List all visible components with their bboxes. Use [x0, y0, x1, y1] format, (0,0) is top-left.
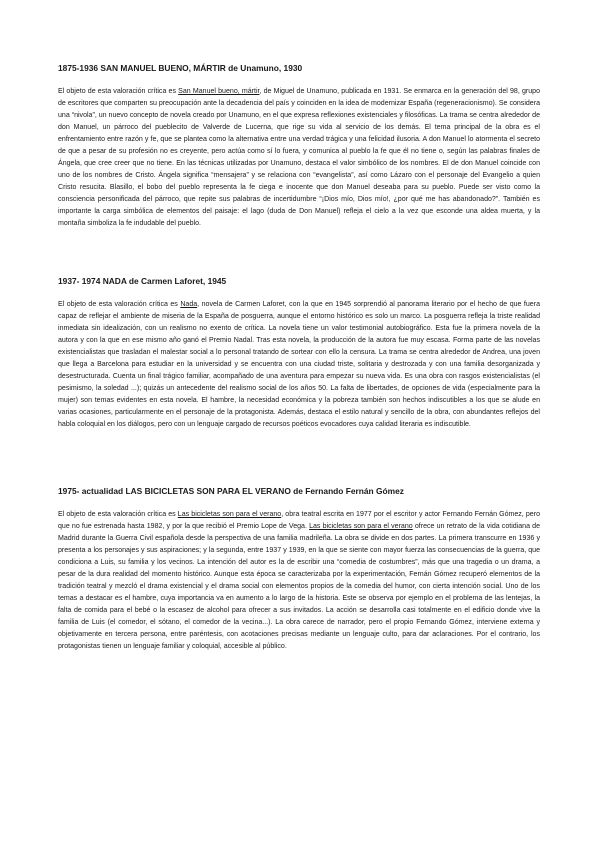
- section-paragraph: [58, 299, 540, 431]
- section-unamuno: [58, 63, 540, 230]
- paragraph-text: , de Miguel de Unamuno, publicada en 1931. Se enmarca en la generación del 98, grupo de escritores que comparten su preocupación ante la decadencia del país y coinciden en la idea de modernizar España (regeneracionismo). Se considera una “nivola”, un nuevo concepto de novela creado por Unamuno, en el que expresa reflexiones existenciales y filosóficas. La trama se centra alrededor de don Manuel, un párroco del pueblecito de Valverde de Lucerna, que rige su vida al servicio de los demás. El tema principal de la obra es el enfrentamiento entre razón y fe, que se plantea como la alternativa entre una verdad trágica y una felicidad ilusoria. A don Manuel lo atormenta el secreto de que a pesar de su profesión no es creyente, pero actúa como sí lo fuera, y comunica al pueblo la fe que él no tiene o, según las palabras finales de Ángela, que cree creer que no tiene. En las técnicas utilizadas por Unamuno, destaca el valor simbólico de los nombres. El de don Manuel coincide con uno de los nombres de Cristo. Ángela significa “mensajera” y se relaciona con “evangelista”, así como Lázaro con el personaje del Evangelio a quien Cristo resucita. Blasillo, el bobo del pueblo representa la fe ciega e inocente que don Manuel deseaba para su pueblo. Puede ser visto como la consciencia personificada del párroco, que repite sus palabras de incertidumbre “¡Dios mío, Dios mío!, ¿por qué me has abandonado?”. También es importante la carga simbólica de elementos del paisaje: el lago (duda de Don Manuel) refleja el cielo a la vez que esconde una aldea muerta, y la montaña simboliza la fe indudable del pueblo.: [58, 88, 540, 227]
- paragraph-text: El objeto de esta valoración crítica es: [58, 301, 181, 308]
- section-laforet: [58, 276, 540, 431]
- section-paragraph: [58, 86, 540, 230]
- section-heading: 1875-1936 SAN MANUEL BUENO, MÁRTIR de Unamuno, 1930: [58, 63, 303, 73]
- work-title: Las bicicletas son para el verano: [309, 523, 413, 530]
- work-title: San Manuel bueno, mártir: [178, 88, 260, 95]
- paragraph-text: , novela de Carmen Laforet, con la que en 1945 sorprendió al panorama literario por el hecho de que fuera capaz de reflejar el ambiente de miseria de la España de posguerra, aunque el entorno histórico es solo un marco. La posguerra refleja la triste realidad inmediata sin idealización, con un realismo no exento de crítica. La novela tiene un valor testimonial autobiográfico. Esta fue la primera novela de la autora y con la que en ese mismo año ganó el Premio Nadal. Tras esta novela, la producción de la autora fue muy escasa. Forma parte de las novelas existencialistas que trasladan el malestar social a lo personal tratando de sortear con ello la censura. La trama se centra alrededor de Andrea, una joven que llega a Barcelona para estudiar en la universidad y se encuentra con una ciudad triste, solitaria y destrozada y con una familia desorganizada y desestructurada. Cuenta un final trágico familiar, acompañado de una aventura para empezar su nueva vida. Es una obra con rasgos existencialistas (el pesimismo, la soledad ...); quizás un antecedente del realismo social de los años 50. La falta de libertades, de opciones de vida (especialmente para la mujer) son temas evidentes en esta novela. El hambre, la necesidad económica y la pobreza también son hechos indiscutibles a los que se alude en varias ocasiones, particularmente en el personaje de la protagonista. Además, destaca el estilo natural y sencillo de la obra, con abundantes reflejos del habla coloquial en los diálogos, pero con un lenguaje cargado de recursos poéticos evocadores cuya calidad literaria es indiscutible.: [58, 301, 540, 428]
- work-title: Nada: [180, 301, 198, 308]
- section-paragraph: [58, 509, 540, 653]
- work-title: Las bicicletas son para el verano: [177, 511, 282, 518]
- paragraph-text: El objeto de esta valoración crítica es: [58, 511, 178, 518]
- section-heading: 1975- actualidad LAS BICICLETAS SON PARA EL VERANO de Fernando Fernán Gómez: [58, 486, 404, 496]
- section-fernan-gomez: [58, 486, 540, 653]
- section-heading: 1937- 1974 NADA de Carmen Laforet, 1945: [58, 276, 227, 286]
- paragraph-text: ofrece un retrato de la vida cotidiana de Madrid durante la Guerra Civil española desde la perspectiva de una familia madrileña. La obra se divide en dos partes. La primera transcurre en 1936 y presenta a los personajes y sus aspiraciones; y la segunda, entre 1937 y 1939, en la que se siente con mayor fuerza las consecuencias de la guerra, que condiciona a Luis, su familia y los vecinos. La intención del autor es la de escribir una “comedia de costumbres”, más que una tragedia o un drama, a pesar de la dura realidad del momento histórico. Aunque esta época se caracterizaba por la experimentación, Fernán Gómez recuperó elementos de la tradición teatral y mezcló el drama existencial y el drama social con elementos propios de la comedia del humor, con cierta intención social. Uno de los temas a destacar es el hambre, cuya importancia va en aumento a lo largo de la historia. Este se observa por ejemplo en el problema de las lentejas, la falta de comida para el bebé o la escasez de alcohol para ofrecer a sus invitados. La acción se desarrolla casi totalmente en el edificio donde vive la familia de Luis (el comedor, el sótano, el comedor de la vecina...). La obra carece de narrador, pero el propio Fernando Gómez, interviene externa y objetivamente en tercera persona, entre paréntesis, con acotaciones precisas mediante un lenguaje culto, para dar aclaraciones. Por el contrario, los protagonistas tienen un lenguaje familiar y coloquial, accesible al público.: [58, 523, 541, 650]
- paragraph-text: El objeto de esta valoración crítica es: [58, 88, 179, 95]
- paragraph-text: , obra teatral escrita en 1977 por el escritor y actor Fernando Fernán Gómez, pero que no fue estrenada hasta 1982, y por la que recibió el Premio Lope de Vega.: [58, 511, 540, 530]
